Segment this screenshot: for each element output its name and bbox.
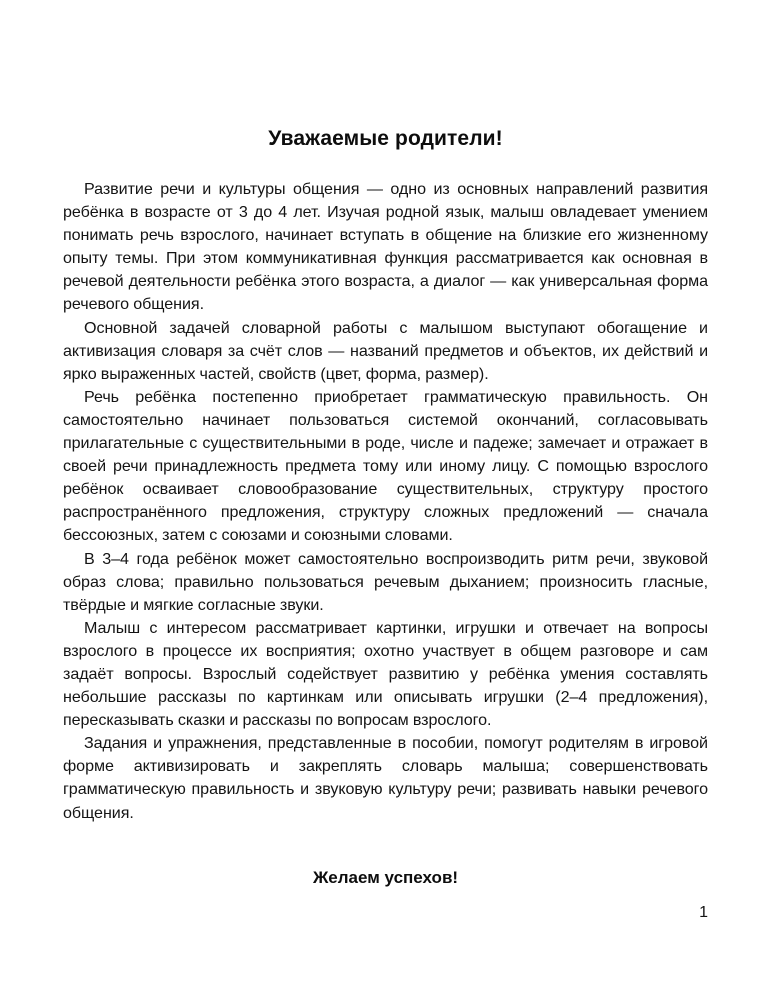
page-content	[63, 126, 708, 889]
paragraph: В 3–4 года ребёнок может самостоятельно воспроизводить ритм речи, звуковой образ слова; правильно пользоваться речевым дыханием; произносить гласные, твёрдые и мягкие согласные звуки.	[63, 549, 708, 614]
paragraph: Развитие речи и культуры общения — одно из основных направлений развития ребёнка в возрасте от 3 до 4 лет. Изучая родной язык, малыш овладевает умением понимать речь взрослого, начинает вступать в общение на близкие его жизненному опыту темы. При этом коммуникативная функция рассматривается как основная в речевой деятельности ребёнка этого возраста, а диалог — как универсальная форма речевого общения.	[63, 180, 708, 314]
paragraph: Речь ребёнка постепенно приобретает грамматическую правильность. Он самостоятельно начинает пользоваться системой окончаний, согласовывать прилагательные с существительными в роде, числе и падеже; замечает и отражает в своей речи принадлежность предмета тому или иному лицу. С помощью взрослого ребёнок осваивает словообразование существительных, структуру простого распространённого предложения, структуру сложных предложений — сначала бессоюзных, затем с союзами и союзными словами.	[63, 387, 708, 545]
paragraph: Задания и упражнения, представленные в пособии, помогут родителям в игровой форме активизировать и закреплять словарь малыша; совершенствовать грамматическую правильность и звуковую культуру речи; развивать навыки речевого общения.	[63, 734, 708, 822]
paragraph: Малыш с интересом рассматривает картинки, игрушки и отвечает на вопросы взрослого в процессе их восприятия; охотно участвует в общем разговоре и сам задаёт вопросы. Взрослый содействует развитию у ребёнка умения составлять небольшие рассказы по картинкам или описывать игрушки (2–4 предложения), пересказывать сказки и рассказы по вопросам взрослого.	[63, 618, 708, 730]
page-title: Уважаемые родители!	[268, 127, 503, 150]
body-text	[63, 178, 708, 825]
closing-line: Желаем успехов!	[312, 867, 459, 887]
page-number: 1	[699, 904, 708, 921]
paragraph: Основной задачей словарной работы с малышом выступают обогащение и активизация словаря за счёт слов — названий предметов и объектов, их действий и ярко выраженных частей, свойств (цвет, форма, размер).	[63, 318, 708, 383]
